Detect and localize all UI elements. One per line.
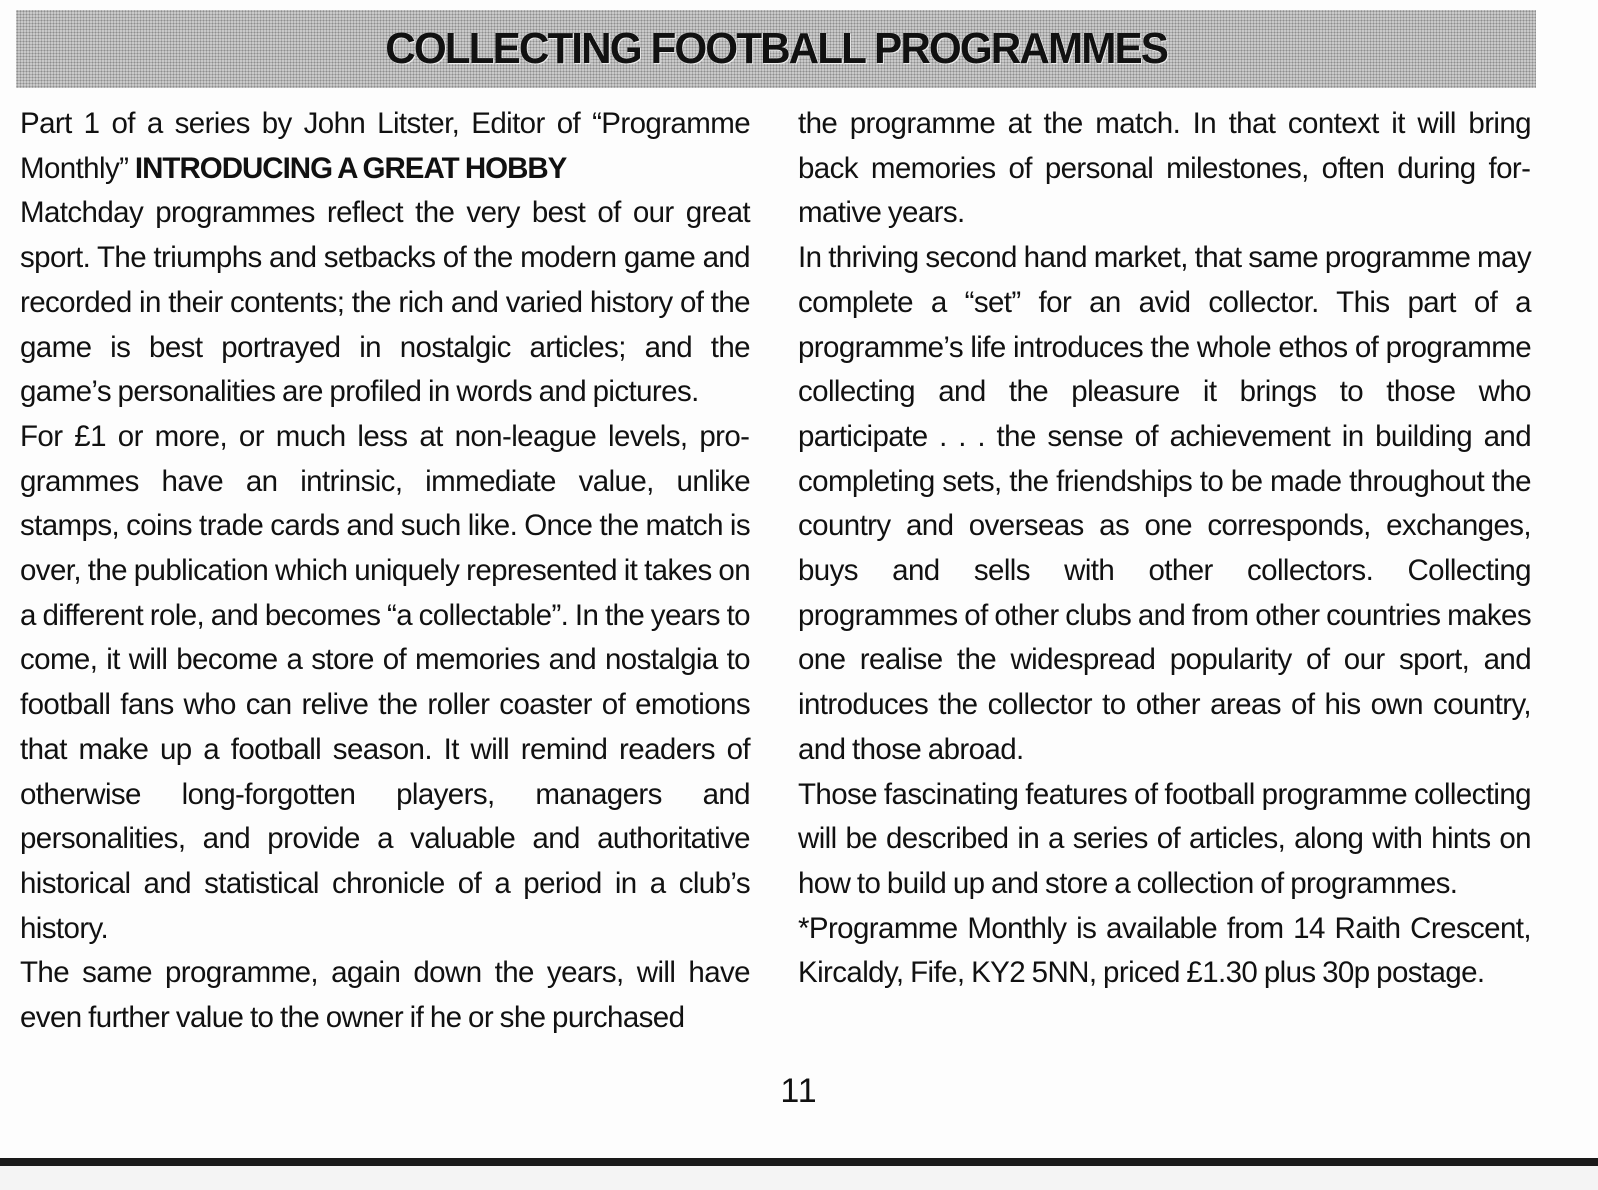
page-bottom-edge: [0, 1158, 1598, 1166]
title-banner: [16, 10, 1536, 88]
article-title: COLLECTING FOOTBALL PROGRAMMES: [385, 24, 1167, 73]
right-column: [798, 102, 1531, 996]
body-paragraph: The same programme, again down the years, will have even further value to the owner if he or she purchased: [20, 956, 750, 1035]
body-paragraph: For £1 or more, or much less at non-league levels, programmes have an intrinsic, immediate value, unlike stamps, coins trade cards and such like. Once the match is over, the publication which uniquely represented it takes on a different role, and becomes “a collectable”. In the years to come, it will become a store of memories and nostalgia to football fans who can relive the roller coaster of emotions that make up a football season. It will remind readers of otherwise long-forgotten players, managers and personalities, and provide a valuable and authoritative historical and statistical chronicle of a period in a club’s history.: [20, 419, 750, 945]
scan-margin: [0, 1166, 1598, 1190]
page-number: 11: [780, 1072, 818, 1110]
body-paragraph: In thriving second hand market, that same programme may complete a “set” for an avid collector. This part of a programme’s life introduces the whole ethos of programme collecting and the pleasure it brings to those who participate . . . the sense of achievement in building and completing sets, the friendships to be made throughout the country and overseas as one corresponds, exchanges, buys and sells with other collectors. Collecting programmes of other clubs and from other countries makes one realise the widespread popularity of our sport, and introduces the collector to other areas of his own country, and those abroad.: [798, 241, 1531, 766]
body-paragraph: the programme at the match. In that context it will bring back memories of personal milestones, often during formative years.: [798, 107, 1531, 230]
body-paragraph: Matchday programmes reflect the very best of our great sport. The triumphs and setbacks of the modern game and recorded in their contents; the rich and varied history of the game is best portrayed in nostalgic articles; and the game’s personalities are profiled in words and pictures.: [20, 196, 750, 409]
availability-note: *Programme Monthly is available from 14 Raith Crescent, Kircaldy, Fife, KY2 5NN, priced £1.30 plus 30p postage.: [798, 911, 1531, 990]
byline-paragraph: [20, 102, 750, 191]
body-paragraph: Those fascinating features of football programme collecting will be described in a series of articles, along with hints on how to build up and store a collection of programmes.: [798, 777, 1531, 900]
subheading: INTRODUCING A GREAT HOBBY: [134, 151, 567, 185]
byline: Part 1 of a series by John Litster, Editor of “Programme Monthly”: [20, 107, 750, 185]
left-column: [20, 102, 750, 1041]
